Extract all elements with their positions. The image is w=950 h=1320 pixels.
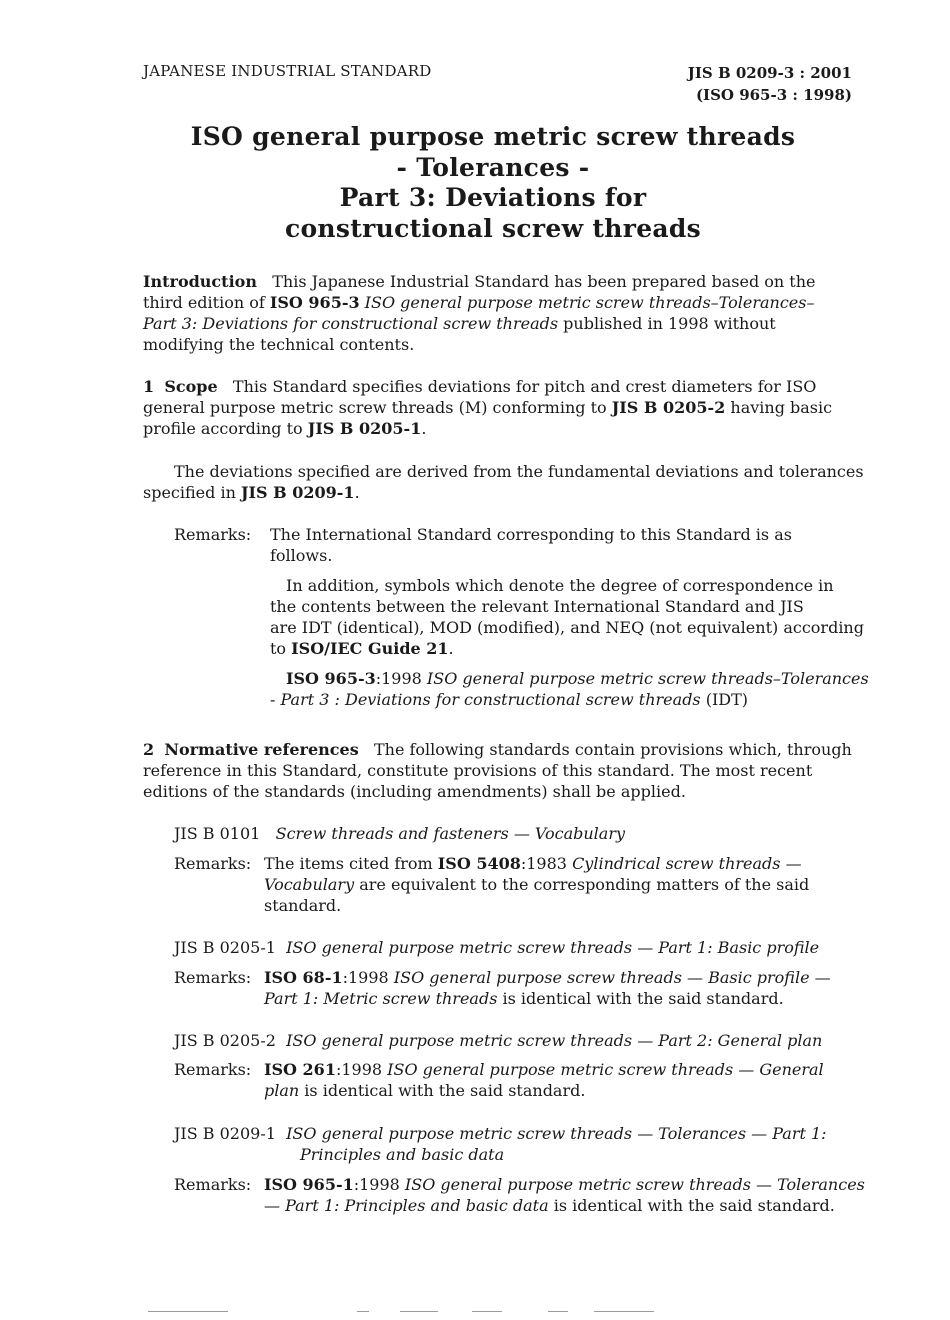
ref-remarks-title: ISO general purpose metric screw threads — Tolerances: [404, 1175, 865, 1194]
ref-remarks-year: :1998: [353, 1175, 405, 1194]
ref-code: JIS B 0101: [174, 824, 261, 843]
intro-text-1: This Japanese Industrial Standard has been prepared based on the: [272, 272, 816, 291]
intro-line-4: modifying the technical contents.: [143, 335, 415, 354]
ref-code: JIS B 0205-2: [174, 1031, 276, 1050]
scope-text-1: This Standard specifies deviations for pitch and crest diameters for ISO: [232, 377, 817, 396]
ref-remarks-line-1: [264, 967, 831, 988]
ref-remarks-year: :1998: [335, 1060, 388, 1079]
remarks-corr-line-3: are IDT (identical), MOD (modified), and NEQ (not equivalent) according: [270, 618, 864, 637]
ref-remarks-line-1: [264, 853, 809, 874]
ref-remarks-text: The items cited from: [264, 854, 438, 873]
document-title: [143, 122, 843, 244]
ref-remarks-title: ISO general purpose screw threads — Basic profile —: [393, 968, 831, 987]
normative-line-1: [143, 739, 851, 760]
ref-remarks-year: :1983: [520, 854, 573, 873]
ref-remarks-title-cont: — Part 1: Principles and basic data: [264, 1196, 549, 1215]
ref-remarks-iso: ISO 261: [264, 1060, 336, 1079]
introduction-paragraph: [143, 271, 851, 355]
ref-remarks-year: :1998: [342, 968, 394, 987]
ref-code: JIS B 0209-1: [174, 1124, 276, 1143]
normative-heading: Normative references: [164, 740, 359, 759]
intro-text-2a: third edition of: [143, 293, 270, 312]
scope-p2-text-a: specified in: [143, 483, 241, 502]
scope-paragraph-2: [143, 461, 864, 503]
remarks-corr-text-c: .: [448, 639, 454, 658]
remarks-intl-body: [270, 524, 851, 566]
normative-text-1: The following standards contain provisions which, through: [373, 740, 852, 759]
normative-number: 2: [143, 740, 155, 759]
reference-jis-b0205-1: [174, 937, 819, 958]
ref-title: Screw threads and fasteners — Vocabulary: [275, 824, 626, 843]
ref-remarks-line-2: [264, 1195, 865, 1216]
scope-ref-jis-b0205-2: JIS B 0205-2: [611, 398, 726, 417]
intro-text-3b: published in 1998 without: [558, 314, 776, 333]
remarks-corr-line-2: the contents between the relevant International Standard and JIS: [270, 597, 804, 616]
remarks-iso-title-1: ISO general purpose metric screw threads–Tolerances: [426, 669, 869, 688]
normative-line-2: reference in this Standard, constitute provisions of this standard. The most recent: [143, 761, 813, 780]
ref-remarks-title: Cylindrical screw threads —: [572, 854, 802, 873]
ref-remarks-body: [264, 967, 831, 1009]
remarks-iso-line-1: [270, 668, 869, 689]
ref-remarks-line-1: [264, 1059, 824, 1080]
reference-jis-b0205-2: [174, 1030, 822, 1051]
scan-artifact-rule: [400, 1311, 438, 1312]
ref-remarks-iso: ISO 68-1: [264, 968, 343, 987]
ref-remarks-title-cont: Vocabulary: [264, 875, 355, 894]
scan-artifact-rule: [472, 1311, 502, 1312]
scope-text-2c: having basic: [725, 398, 833, 417]
remarks-corr-line-1: In addition, symbols which denote the degree of correspondence in: [286, 576, 834, 595]
scope-paragraph: [143, 376, 851, 439]
ref-remarks-body: [264, 853, 809, 916]
scope-number: 1: [143, 377, 155, 396]
ref-remarks-title: ISO general purpose metric screw threads — General: [387, 1060, 824, 1079]
normative-references-paragraph: [143, 739, 851, 802]
intro-heading: Introduction: [143, 272, 257, 291]
ref-remarks-line-1: [264, 1174, 865, 1195]
scan-artifact-rule: [148, 1311, 228, 1312]
remarks-iso-title-2: - Part 3 : Deviations for constructional screw threads: [270, 690, 701, 709]
ref-title: ISO general purpose metric screw threads — Part 1: Basic profile: [286, 938, 820, 957]
remarks-label: Remarks:: [174, 968, 252, 987]
remarks-iso-line-2: [270, 689, 851, 710]
ref-remarks-text-cont: is identical with the said standard.: [497, 989, 784, 1008]
title-line-2: - Tolerances -: [396, 152, 590, 182]
title-line-1: ISO general purpose metric screw threads: [190, 122, 796, 151]
remarks-corr-line-4: [270, 638, 851, 659]
scan-artifact-rule: [548, 1311, 568, 1312]
scope-p2-line-1: The deviations specified are derived from the fundamental deviations and tolerances: [174, 462, 864, 481]
intro-text-3a: Part 3: Deviations for constructional screw threads: [143, 314, 559, 333]
jis-number: JIS B 0209-3 : 2001: [687, 64, 852, 82]
ref-title: ISO general purpose metric screw threads — Part 2: General plan: [286, 1031, 823, 1050]
remarks-iso-number: ISO 965-3: [286, 669, 376, 688]
ref-title-cont: Principles and basic data: [300, 1145, 505, 1164]
ref-remarks-title-cont: Part 1: Metric screw threads: [264, 989, 498, 1008]
remarks-intl-iso-ref: [270, 668, 869, 710]
ref-title-line-2: [300, 1144, 504, 1165]
remarks-intl-line-1: The International Standard corresponding to this Standard is as: [270, 525, 792, 544]
intro-line-3: [143, 313, 851, 334]
ref-remarks-title-cont: plan: [264, 1081, 300, 1100]
ref-remarks-line-2: [264, 988, 831, 1009]
remarks-iso-idt: (IDT): [700, 690, 749, 709]
intro-line-2: [143, 292, 851, 313]
ref-remarks-text-cont: are equivalent to the corresponding matters of the said: [354, 875, 810, 894]
scan-artifact-rule: [594, 1311, 654, 1312]
scope-line-1: [143, 376, 851, 397]
remarks-label: Remarks:: [174, 1175, 252, 1194]
scope-text-2a: general purpose metric screw threads (M) conforming to: [143, 398, 612, 417]
scan-artifact-rule: [357, 1311, 369, 1312]
ref-title: ISO general purpose metric screw threads — Tolerances — Part 1:: [286, 1124, 827, 1143]
reference-jis-b0101: [174, 823, 625, 844]
scope-heading: Scope: [164, 377, 218, 396]
remarks-corr-text-a: to: [270, 639, 292, 658]
ref-remarks-body: [264, 1059, 824, 1101]
remarks-label: Remarks:: [174, 1060, 252, 1079]
intro-line-1: [143, 271, 851, 292]
reference-jis-b0209-1: [174, 1123, 827, 1144]
scope-line-2: [143, 397, 851, 418]
scope-p2-ref: JIS B 0209-1: [240, 483, 355, 502]
ref-remarks-line-2: [264, 874, 809, 895]
scope-text-3a: profile according to: [143, 419, 308, 438]
ref-remarks-line-2: [264, 1080, 824, 1101]
remarks-iso-year: :1998: [375, 669, 427, 688]
remarks-intl-line-2: follows.: [270, 546, 333, 565]
title-line-4: constructional screw threads: [284, 213, 702, 243]
scope-p2-text-c: .: [354, 483, 360, 502]
ref-remarks-text-cont: is identical with the said standard.: [299, 1081, 586, 1100]
remarks-intl-correspondence: [270, 575, 864, 659]
ref-remarks-line-3: standard.: [264, 896, 342, 915]
intro-text-2c: ISO general purpose metric screw threads–Tolerances–: [359, 293, 815, 312]
ref-code: JIS B 0205-1: [174, 938, 276, 957]
ref-remarks-iso: ISO 5408: [437, 854, 521, 873]
scope-text-3c: .: [421, 419, 427, 438]
ref-remarks-iso: ISO 965-1: [264, 1175, 354, 1194]
title-line-3: Part 3: Deviations for: [339, 183, 647, 212]
ref-remarks-text-cont: is identical with the said standard.: [548, 1196, 835, 1215]
iso-number: (ISO 965-3 : 1998): [695, 86, 852, 104]
scope-p2-line-2: [143, 482, 851, 503]
remarks-guide-ref: ISO/IEC Guide 21: [291, 639, 449, 658]
scope-ref-jis-b0205-1: JIS B 0205-1: [307, 419, 422, 438]
remarks-label: Remarks:: [174, 525, 252, 544]
normative-line-3: editions of the standards (including amendments) shall be applied.: [143, 782, 686, 801]
ref-remarks-body: [264, 1174, 865, 1216]
intro-iso-ref: ISO 965-3: [269, 293, 360, 312]
scope-line-3: [143, 418, 851, 439]
remarks-label: Remarks:: [174, 854, 252, 873]
standard-number-block: [688, 62, 852, 106]
standard-type-label: JAPANESE INDUSTRIAL STANDARD: [143, 62, 432, 80]
